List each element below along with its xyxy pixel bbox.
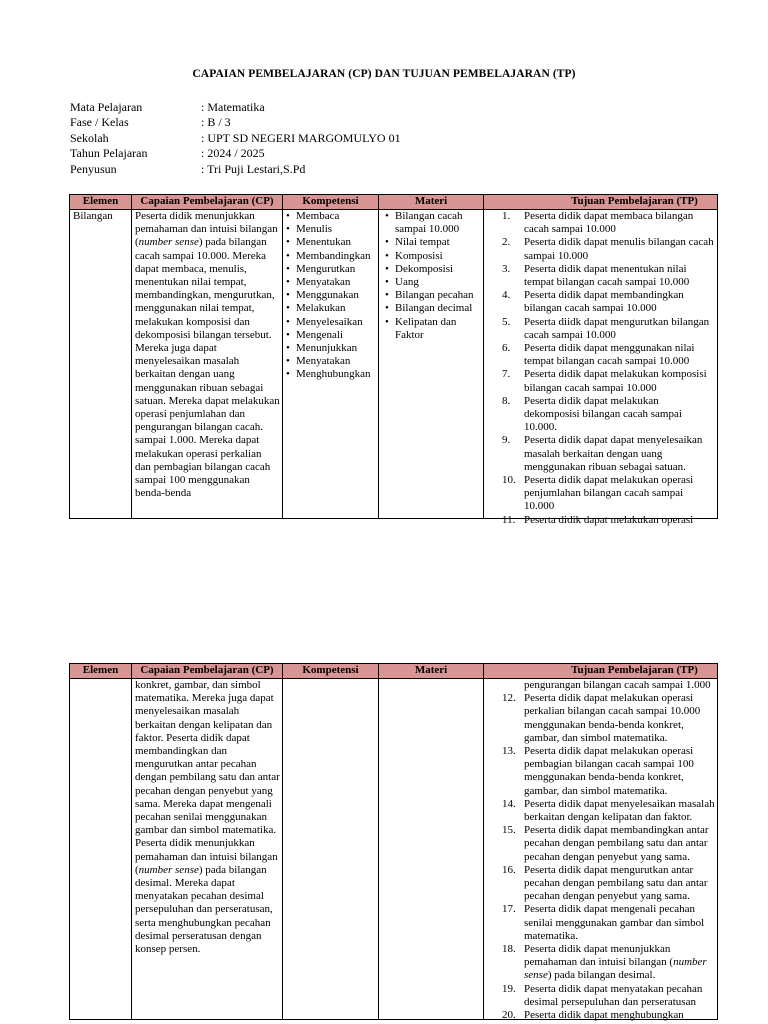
list-item — [502, 368, 715, 394]
tp-text: Peserta didik dapat membaca bilangan cacah sampai 10.000 — [524, 210, 694, 236]
tp-list — [502, 692, 715, 1022]
tp-text: Peserta didik dapat menggunakan nilai tempat bilangan cacah sampai 10.000 — [524, 342, 695, 368]
info-label: Fase / Kelas — [70, 115, 129, 130]
table-header-row — [70, 664, 718, 679]
list-item: • Menyatakan — [284, 355, 376, 368]
info-label: Tahun Pelajaran — [70, 146, 148, 161]
tp-number: 14. — [502, 797, 516, 810]
info-value: : B / 3 — [201, 115, 231, 130]
tp-text: Peserta didik dapat menentukan nilai tempat bilangan cacah sampai 10.000 — [524, 262, 690, 289]
list-item — [502, 434, 715, 474]
header-kompetensi: Kompetensi — [283, 664, 379, 679]
list-item: • Mengurutkan — [284, 263, 376, 276]
tp-number: 6. — [502, 342, 511, 355]
info-row-phase — [70, 115, 401, 130]
cp-text-italic: number sense — [138, 863, 199, 876]
header-materi: Materi — [379, 664, 484, 679]
tp-text: Peserta didik dapat menulis bilangan cacah sampai 10.000 — [524, 236, 714, 262]
tp-number: 4. — [502, 289, 511, 302]
cp-text: Peserta didik menunjukkan pemahaman dan intuisi bilangan ( — [135, 210, 278, 249]
list-item — [502, 236, 715, 262]
info-row-year — [70, 146, 401, 161]
elemen-text: Bilangan — [73, 210, 113, 222]
info-value: : 2024 / 2025 — [201, 146, 265, 161]
info-value: : Matematika — [201, 100, 265, 114]
tp-number: 7. — [502, 368, 511, 381]
header-cp: Capaian Pembelajaran (CP) — [132, 664, 283, 679]
tp-text-part: Peserta didik dapat menunjukkan pemahaman dan intuisi bilangan ( — [524, 943, 674, 969]
tp-number: 15. — [502, 824, 516, 837]
cp-cell — [132, 210, 283, 519]
list-item: • Membandingkan — [284, 250, 376, 263]
list-item: • Melakukan — [284, 302, 376, 315]
tp-text: Peserta didik dapat menyatakan pecahan desimal persepuluhan dan perseratusan — [524, 982, 703, 1008]
tp-number: 10. — [502, 474, 516, 487]
tp-text: Peserta diidk dapat mengurutkan bilangan cacah sampai 10.000 — [524, 315, 710, 341]
header-materi: Materi — [379, 195, 484, 210]
list-item: • Menyelesaikan — [284, 316, 376, 329]
kompetensi-cell — [283, 210, 379, 519]
list-item — [502, 395, 715, 435]
list-item: • Bilangan decimal — [383, 302, 481, 315]
tp-number: 9. — [502, 434, 511, 447]
tp-continuation: pengurangan bilangan cacah sampai 1.000 — [524, 679, 711, 691]
tp-number: 13. — [502, 745, 516, 758]
tp-text — [524, 943, 715, 983]
tp-text-italic: number sense — [524, 956, 707, 982]
list-item — [502, 903, 715, 943]
cp-tp-table-page-1 — [69, 194, 718, 526]
tp-text: Peserta didik dapat menyelesaikan masalah berkaitan dengan kelipatan dan faktor. — [524, 797, 715, 824]
table-row — [70, 210, 718, 519]
tp-number: 1. — [502, 210, 511, 222]
tp-number: 16. — [502, 863, 516, 876]
tp-number: 3. — [502, 262, 511, 275]
list-item — [502, 210, 715, 236]
info-label: Mata Pelajaran — [70, 100, 143, 114]
tp-text: Peserta didik dapat mengenali pecahan senilai menggunakan gambar dan simbol matematika. — [524, 903, 705, 942]
tp-text-part: ) pada bilangan desimal. — [547, 969, 656, 982]
list-item — [502, 692, 715, 745]
materi-cell — [379, 679, 484, 1020]
tp-text: Peserta didik dapat melakukan operasi pembagian bilangan cacah sampai 100 menggunakan benda-benda konkret, gambar, dan simbol matematika. — [524, 745, 694, 797]
elemen-cell — [70, 679, 132, 1020]
cp-text: ) pada bilangan cacah sampai 10.000. Mereka dapat membaca, menulis, menentukan nilai tempat, membandingkan, mengurutkan, menggunakan nilai tempat, melakukan komposisi dan dekomposisi bilangan tersebut. Mereka juga dapat menyelesaikan masalah berkaitan dengan uang menggunakan ribuan sebagai satuan. Mereka dapat melakukan operasi penjumlahan dan pengurangan bilangan cacah. sampai 1.000. Mereka dapat melakukan operasi perkalian dan pembagian bilangan cacah sampai 100 menggunakan benda-benda — [135, 236, 280, 500]
header-kompetensi: Kompetensi — [283, 195, 379, 210]
list-item: • Uang — [383, 276, 481, 289]
list-item — [502, 263, 715, 289]
tp-number: 19. — [502, 982, 516, 995]
list-item — [502, 514, 715, 527]
list-item: • Nilai tempat — [383, 236, 481, 249]
tp-text: Peserta didik dapat melakukan operasi penjumlahan bilangan cacah sampai 10.000 — [524, 474, 694, 513]
header-elemen: Elemen — [70, 664, 132, 679]
kompetensi-cell — [283, 679, 379, 1020]
list-item — [502, 316, 715, 342]
tp-number: 5. — [502, 315, 511, 328]
list-item — [502, 474, 715, 514]
tp-number: 8. — [502, 394, 511, 407]
cp-text-italic: number sense — [138, 236, 199, 249]
document-title: CAPAIAN PEMBELAJARAN (CP) DAN TUJUAN PEMBELAJARAN (TP) — [192, 68, 576, 80]
tp-text: Peserta didik dapat melakukan operasi — [524, 513, 694, 526]
tp-text: Peserta didik dapat melakukan komposisi bilangan cacah sampai 10.000 — [524, 368, 707, 394]
list-item — [502, 983, 715, 1009]
list-item — [502, 1009, 715, 1022]
cp-text: ) pada bilangan desimal. Mereka dapat menyatakan pecahan desimal persepuluhan dan perseratusan, serta menghubungkan pecahan desimal perseratusan dengan konsep persen. — [135, 863, 273, 956]
tp-number: 11. — [502, 513, 516, 526]
elemen-cell — [70, 210, 132, 519]
table-header-row — [70, 195, 718, 210]
info-row-subject — [70, 100, 401, 115]
list-item: • Menyatakan — [284, 276, 376, 289]
list-item: • Mengenali — [284, 329, 376, 342]
info-value: : Tri Puji Lestari,S.Pd — [201, 161, 306, 176]
tp-number: 2. — [502, 236, 511, 249]
list-item: • Menunjukkan — [284, 342, 376, 355]
tp-number: 12. — [502, 692, 516, 705]
tp-number: 18. — [502, 943, 516, 956]
header-tp: Tujuan Pembelajaran (TP) — [484, 664, 718, 679]
header-tp: Tujuan Pembelajaran (TP) — [484, 195, 718, 210]
table-row — [70, 679, 718, 1020]
tp-text: Peserta didik dapat membandingkan antar pecahan dengan pembilang satu dan antar pecahan dengan penyebut yang sama. — [524, 824, 709, 863]
info-label: Penyusun — [70, 161, 117, 176]
cp-cell — [132, 679, 283, 1020]
list-item: • Membaca — [284, 210, 376, 223]
tp-text: Peserta didik dapat mengurutkan antar pecahan dengan pembilang satu dan antar pecahan dengan penyebut yang sama. — [524, 863, 708, 903]
cp-tp-table-page-2 — [69, 663, 718, 1020]
info-label: Sekolah — [70, 130, 109, 145]
tp-text: Peserta didik dapat menghubungkan — [524, 1009, 684, 1022]
list-item — [502, 342, 715, 368]
list-item — [502, 289, 715, 315]
header-elemen: Elemen — [70, 195, 132, 210]
list-item: • Menggunakan — [284, 289, 376, 302]
info-value: : UPT SD NEGERI MARGOMULYO 01 — [201, 130, 401, 145]
kompetensi-list — [284, 210, 376, 382]
tp-text: Peserta didik dapat melakukan dekomposisi bilangan cacah sampai 10.000. — [524, 394, 682, 434]
materi-cell — [379, 210, 484, 519]
info-row-author — [70, 162, 401, 177]
tp-text: Peserta didik dapat dapat menyelesaikan masalah berkaitan dengan uang menggunakan ribuan sebagai satuan. — [524, 434, 703, 473]
list-item: • Menentukan — [284, 236, 376, 249]
info-row-school — [70, 131, 401, 146]
tp-number: 20. — [502, 1009, 516, 1022]
tp-text: Peserta didik dapat membandingkan bilangan cacah sampai 10.000 — [524, 289, 684, 315]
list-item: • Bilangan pecahan — [383, 289, 481, 302]
tp-cell — [484, 679, 718, 1020]
cp-text: konkret, gambar, dan simbol matematika. Mereka juga dapat menyelesaikan masalah berkaitan dengan kelipatan dan faktor. Peserta didik dapat membandingkan dan mengurutkan antar pecahan dengan pembilang satu dan antar pecahan dengan penyebut yang sama. Mereka dapat mengenali pecahan senilai menggunakan gambar dan simbol matematika. Peserta didik menunjukkan pemahaman dan intuisi bilangan ( — [135, 679, 280, 876]
tp-text: Peserta didik dapat melakukan operasi perkalian bilangan cacah sampai 10.000 menggunakan benda-benda konkret, gambar, dan simbol matematika. — [524, 692, 701, 744]
tp-number: 17. — [502, 903, 516, 916]
list-item — [502, 745, 715, 798]
header-cp: Capaian Pembelajaran (CP) — [132, 195, 283, 210]
materi-list — [383, 210, 481, 342]
list-item: • Bilangan cacah sampai 10.000 — [383, 210, 481, 236]
document-info — [70, 100, 401, 177]
list-item: • Komposisi — [383, 250, 481, 263]
tp-cell — [484, 210, 718, 526]
tp-list — [502, 210, 715, 527]
list-item — [502, 864, 715, 904]
list-item: • Kelipatan dan Faktor — [383, 316, 481, 342]
list-item — [502, 943, 715, 983]
list-item: • Menulis — [284, 223, 376, 236]
list-item: • Menghubungkan — [284, 368, 376, 381]
list-item — [502, 798, 715, 824]
list-item: • Dekomposisi — [383, 263, 481, 276]
list-item — [502, 824, 715, 864]
